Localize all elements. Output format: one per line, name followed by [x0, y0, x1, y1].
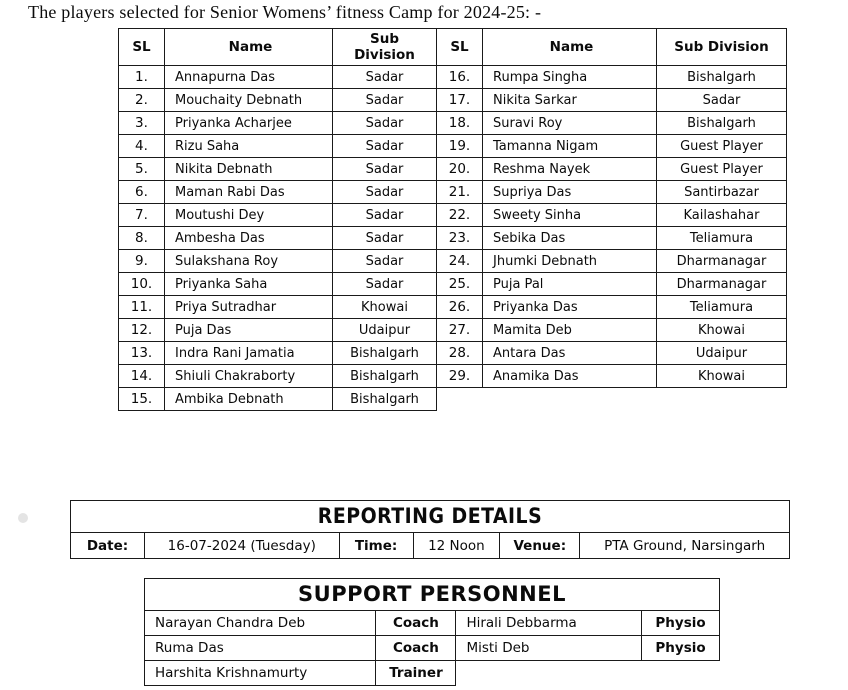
- cell-name: Shiuli Chakraborty: [165, 365, 333, 388]
- table-row: [119, 227, 787, 250]
- cell-name: Anamika Das: [483, 365, 657, 388]
- cell-subdivision: Teliamura: [657, 227, 787, 250]
- table-row: [119, 158, 787, 181]
- cell-subdivision: Udaipur: [333, 319, 437, 342]
- cell-subdivision: Bishalgarh: [333, 388, 437, 411]
- table-row: [119, 273, 787, 296]
- cell-sl: 8.: [119, 227, 165, 250]
- cell-sl: 5.: [119, 158, 165, 181]
- table-row: [145, 636, 720, 661]
- time-label: Time:: [339, 533, 413, 559]
- column-header-sl-right: SL: [437, 29, 483, 66]
- cell-subdivision: Sadar: [333, 89, 437, 112]
- cell-name: Sulakshana Roy: [165, 250, 333, 273]
- cell-name: Ambesha Das: [165, 227, 333, 250]
- reporting-details-table: [70, 500, 790, 559]
- table-row: [119, 89, 787, 112]
- table-row: [119, 365, 787, 388]
- cell-personnel-name: Narayan Chandra Deb: [145, 611, 376, 636]
- cell-sl: 22.: [437, 204, 483, 227]
- cell-name: Puja Das: [165, 319, 333, 342]
- cell-subdivision: Sadar: [333, 158, 437, 181]
- table-row: [119, 296, 787, 319]
- cell-subdivision: Dharmanagar: [657, 273, 787, 296]
- page-title: The players selected for Senior Womens’ fitness Camp for 2024-25: -: [28, 2, 542, 22]
- cell-name: Nikita Sarkar: [483, 89, 657, 112]
- cell-sl: 9.: [119, 250, 165, 273]
- cell-sl: 21.: [437, 181, 483, 204]
- cell-empty: [657, 388, 787, 411]
- cell-name: Supriya Das: [483, 181, 657, 204]
- cell-subdivision: Sadar: [333, 135, 437, 158]
- cell-sl: 27.: [437, 319, 483, 342]
- cell-name: Rumpa Singha: [483, 66, 657, 89]
- reporting-values-row: [71, 533, 790, 559]
- cell-sl: 28.: [437, 342, 483, 365]
- cell-subdivision: Bishalgarh: [333, 342, 437, 365]
- cell-personnel-role: Physio: [642, 611, 720, 636]
- paper-smudge: [18, 513, 28, 523]
- table-row: [119, 135, 787, 158]
- cell-sl: 11.: [119, 296, 165, 319]
- cell-subdivision: Sadar: [333, 227, 437, 250]
- cell-sl: 29.: [437, 365, 483, 388]
- cell-name: Ambika Debnath: [165, 388, 333, 411]
- cell-name: Sebika Das: [483, 227, 657, 250]
- cell-empty: [456, 661, 642, 686]
- players-table-body: [119, 66, 787, 411]
- cell-sl: 18.: [437, 112, 483, 135]
- cell-sl: 2.: [119, 89, 165, 112]
- cell-personnel-name: Ruma Das: [145, 636, 376, 661]
- support-personnel-table: [144, 578, 720, 686]
- cell-empty: [437, 388, 483, 411]
- cell-sl: 23.: [437, 227, 483, 250]
- cell-sl: 16.: [437, 66, 483, 89]
- reporting-details-container: [70, 500, 790, 559]
- venue-label: Venue:: [500, 533, 580, 559]
- table-row: [119, 342, 787, 365]
- table-row: [119, 204, 787, 227]
- cell-subdivision: Dharmanagar: [657, 250, 787, 273]
- cell-subdivision: Santirbazar: [657, 181, 787, 204]
- table-row: [119, 319, 787, 342]
- cell-subdivision: Bishalgarh: [657, 112, 787, 135]
- cell-sl: 12.: [119, 319, 165, 342]
- cell-subdivision: Sadar: [333, 181, 437, 204]
- cell-subdivision: Udaipur: [657, 342, 787, 365]
- date-label: Date:: [71, 533, 145, 559]
- cell-personnel-role: Physio: [642, 636, 720, 661]
- cell-sl: 6.: [119, 181, 165, 204]
- table-row: [145, 611, 720, 636]
- table-row: [119, 181, 787, 204]
- column-header-sl-left: SL: [119, 29, 165, 66]
- cell-name: Antara Das: [483, 342, 657, 365]
- cell-sl: 15.: [119, 388, 165, 411]
- players-table-container: [118, 28, 787, 411]
- cell-personnel-name: Harshita Krishnamurty: [145, 661, 376, 686]
- cell-personnel-role: Trainer: [376, 661, 456, 686]
- column-header-subdivision-left: Sub Division: [333, 29, 437, 66]
- cell-name: Priyanka Saha: [165, 273, 333, 296]
- cell-subdivision: Bishalgarh: [333, 365, 437, 388]
- cell-name: Jhumki Debnath: [483, 250, 657, 273]
- cell-personnel-role: Coach: [376, 636, 456, 661]
- cell-name: Priyanka Acharjee: [165, 112, 333, 135]
- players-table-header: [119, 29, 787, 66]
- support-personnel-container: [144, 578, 720, 686]
- time-value: 12 Noon: [413, 533, 500, 559]
- cell-sl: 14.: [119, 365, 165, 388]
- cell-sl: 19.: [437, 135, 483, 158]
- cell-empty: [642, 661, 720, 686]
- cell-name: Rizu Saha: [165, 135, 333, 158]
- cell-name: Annapurna Das: [165, 66, 333, 89]
- table-header-row: [119, 29, 787, 66]
- table-row: [119, 112, 787, 135]
- cell-name: Priyanka Das: [483, 296, 657, 319]
- date-value: 16-07-2024 (Tuesday): [145, 533, 340, 559]
- cell-subdivision: Guest Player: [657, 135, 787, 158]
- column-header-name-left: Name: [165, 29, 333, 66]
- cell-name: Puja Pal: [483, 273, 657, 296]
- cell-name: Moutushi Dey: [165, 204, 333, 227]
- players-table: [118, 28, 787, 411]
- cell-subdivision: Sadar: [657, 89, 787, 112]
- cell-name: Nikita Debnath: [165, 158, 333, 181]
- cell-subdivision: Sadar: [333, 112, 437, 135]
- cell-sl: 20.: [437, 158, 483, 181]
- cell-subdivision: Guest Player: [657, 158, 787, 181]
- cell-subdivision: Sadar: [333, 204, 437, 227]
- cell-sl: 24.: [437, 250, 483, 273]
- cell-personnel-name: Hirali Debbarma: [456, 611, 642, 636]
- cell-name: Maman Rabi Das: [165, 181, 333, 204]
- cell-sl: 3.: [119, 112, 165, 135]
- table-row: [119, 250, 787, 273]
- cell-name: Sweety Sinha: [483, 204, 657, 227]
- cell-empty: [483, 388, 657, 411]
- cell-subdivision: Sadar: [333, 66, 437, 89]
- cell-sl: 4.: [119, 135, 165, 158]
- cell-subdivision: Sadar: [333, 273, 437, 296]
- cell-sl: 17.: [437, 89, 483, 112]
- reporting-title-row: [71, 501, 790, 533]
- cell-subdivision: Sadar: [333, 250, 437, 273]
- column-header-name-right: Name: [483, 29, 657, 66]
- cell-subdivision: Khowai: [333, 296, 437, 319]
- cell-sl: 26.: [437, 296, 483, 319]
- table-row: [145, 661, 720, 686]
- cell-personnel-name: Misti Deb: [456, 636, 642, 661]
- support-title: SUPPORT PERSONNEL: [145, 579, 720, 611]
- cell-subdivision: Khowai: [657, 319, 787, 342]
- cell-sl: 10.: [119, 273, 165, 296]
- cell-name: Mouchaity Debnath: [165, 89, 333, 112]
- cell-sl: 1.: [119, 66, 165, 89]
- cell-subdivision: Kailashahar: [657, 204, 787, 227]
- cell-sl: 13.: [119, 342, 165, 365]
- cell-name: Indra Rani Jamatia: [165, 342, 333, 365]
- table-row: [119, 388, 787, 411]
- cell-name: Tamanna Nigam: [483, 135, 657, 158]
- venue-value: PTA Ground, Narsingarh: [580, 533, 790, 559]
- cell-subdivision: Teliamura: [657, 296, 787, 319]
- cell-name: Reshma Nayek: [483, 158, 657, 181]
- cell-subdivision: Khowai: [657, 365, 787, 388]
- cell-personnel-role: Coach: [376, 611, 456, 636]
- column-header-subdivision-right: Sub Division: [657, 29, 787, 66]
- support-title-row: [145, 579, 720, 611]
- cell-name: Priya Sutradhar: [165, 296, 333, 319]
- cell-name: Suravi Roy: [483, 112, 657, 135]
- cell-name: Mamita Deb: [483, 319, 657, 342]
- table-row: [119, 66, 787, 89]
- cell-sl: 7.: [119, 204, 165, 227]
- reporting-title: REPORTING DETAILS: [71, 501, 790, 533]
- cell-sl: 25.: [437, 273, 483, 296]
- cell-subdivision: Bishalgarh: [657, 66, 787, 89]
